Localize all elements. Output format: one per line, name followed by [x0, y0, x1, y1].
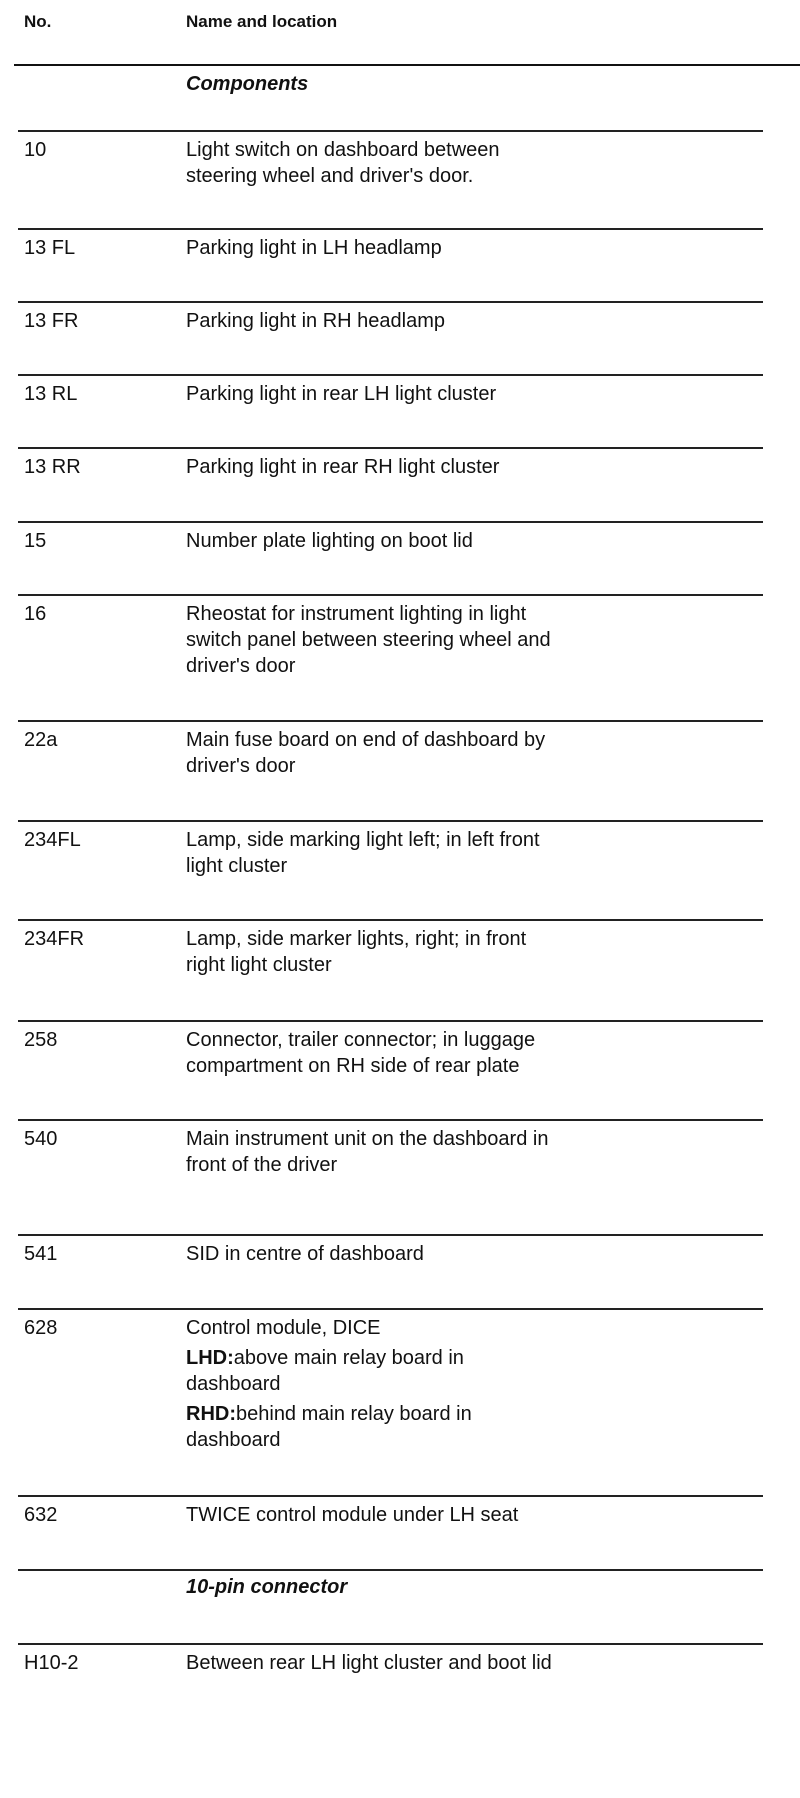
section-title: 10-pin connector [186, 1576, 348, 1598]
row-divider [18, 1020, 763, 1022]
row-divider [18, 1308, 763, 1310]
row-divider [18, 594, 763, 596]
row-divider [18, 820, 763, 822]
description-line: Parking light in LH headlamp [186, 237, 442, 259]
description-line: Control module, DICE [186, 1317, 381, 1339]
row-description [186, 235, 726, 261]
row-description [186, 454, 726, 480]
row-divider [18, 447, 763, 449]
description-line: Lamp, side marking light left; in left front [186, 829, 540, 851]
row-description [186, 1502, 726, 1528]
lhd-text: above main relay board in [233, 1347, 464, 1369]
rhd-text: behind main relay board in [236, 1403, 472, 1425]
description-line: Parking light in rear RH light cluster [186, 456, 500, 478]
table-row [0, 447, 800, 521]
table-row [0, 1119, 800, 1234]
row-description [186, 926, 726, 978]
header-no: No. [24, 12, 52, 31]
row-description [186, 308, 726, 334]
header-name-location: Name and location [186, 12, 338, 31]
row-description [186, 827, 726, 879]
section-10-pin-connector [0, 1569, 800, 1643]
section-components [0, 66, 800, 130]
row-number: 234FL [24, 829, 81, 851]
table-row [0, 1234, 800, 1308]
row-number: 628 [24, 1317, 58, 1339]
lhd-text: dashboard [186, 1373, 281, 1395]
row-divider [18, 720, 763, 722]
description-line: SID in centre of dashboard [186, 1243, 424, 1265]
row-description [186, 1126, 726, 1178]
row-divider [18, 919, 763, 921]
description-line: Main instrument unit on the dashboard in [186, 1128, 549, 1150]
description-line: Between rear LH light cluster and boot lid [186, 1652, 552, 1674]
description-line: driver's door [186, 755, 296, 777]
table-row [0, 374, 800, 447]
row-number: 13 RL [24, 383, 78, 405]
description-line: Number plate lighting on boot lid [186, 530, 473, 552]
row-number: 540 [24, 1128, 58, 1150]
row-divider [18, 1643, 763, 1645]
row-description [186, 601, 726, 679]
description-line: TWICE control module under LH seat [186, 1504, 519, 1526]
row-divider [18, 130, 763, 132]
rhd-note [186, 1401, 726, 1453]
description-line: right light cluster [186, 954, 332, 976]
description-line: light cluster [186, 855, 288, 877]
row-divider [18, 1234, 763, 1236]
row-number: 13 RR [24, 456, 81, 478]
row-number: 632 [24, 1504, 58, 1526]
description-line: Main fuse board on end of dashboard by [186, 729, 546, 751]
row-number: 13 FL [24, 237, 76, 259]
row-number: 541 [24, 1243, 58, 1265]
table-row [0, 130, 800, 228]
row-number: 16 [24, 603, 47, 625]
description-line: Connector, trailer connector; in luggage [186, 1029, 536, 1051]
description-line: steering wheel and driver's door. [186, 165, 474, 187]
row-description [186, 727, 726, 779]
rhd-text: dashboard [186, 1429, 281, 1451]
row-number: 13 FR [24, 310, 79, 332]
table-row [0, 301, 800, 374]
table-row [0, 594, 800, 720]
section-title: Components [186, 73, 309, 95]
row-number: 258 [24, 1029, 58, 1051]
description-line: switch panel between steering wheel and [186, 629, 551, 651]
description-line: driver's door [186, 655, 296, 677]
row-divider [18, 1569, 763, 1571]
row-divider [18, 374, 763, 376]
row-description [186, 137, 726, 189]
table-row [0, 1308, 800, 1495]
row-number: H10-2 [24, 1652, 79, 1674]
table-row [0, 820, 800, 919]
row-description [186, 381, 726, 407]
description-line: Lamp, side marker lights, right; in front [186, 928, 527, 950]
description-line: Rheostat for instrument lighting in light [186, 603, 527, 625]
description-line: Parking light in rear LH light cluster [186, 383, 497, 405]
row-divider [18, 228, 763, 230]
row-description [186, 1315, 726, 1453]
table-row [0, 919, 800, 1020]
row-divider [18, 521, 763, 523]
row-description [186, 1650, 726, 1676]
lhd-label: LHD: [186, 1347, 234, 1369]
row-number: 15 [24, 530, 47, 552]
rhd-label: RHD: [186, 1403, 236, 1425]
row-description [186, 1027, 726, 1079]
row-description [186, 528, 726, 554]
row-number: 10 [24, 139, 47, 161]
row-description [186, 1241, 726, 1267]
table-row [0, 1495, 800, 1569]
table-row [0, 1020, 800, 1119]
table-row [0, 521, 800, 594]
description-line: Light switch on dashboard between [186, 139, 500, 161]
row-number: 234FR [24, 928, 85, 950]
table-row [0, 720, 800, 820]
table-row [0, 1643, 800, 1717]
row-divider [18, 1119, 763, 1121]
description-line: front of the driver [186, 1154, 338, 1176]
lhd-note [186, 1345, 726, 1397]
description-line: compartment on RH side of rear plate [186, 1055, 520, 1077]
description-line: Parking light in RH headlamp [186, 310, 446, 332]
row-number: 22a [24, 729, 58, 751]
row-divider [18, 301, 763, 303]
row-divider [18, 1495, 763, 1497]
table-row [0, 228, 800, 301]
table-header [0, 0, 800, 66]
